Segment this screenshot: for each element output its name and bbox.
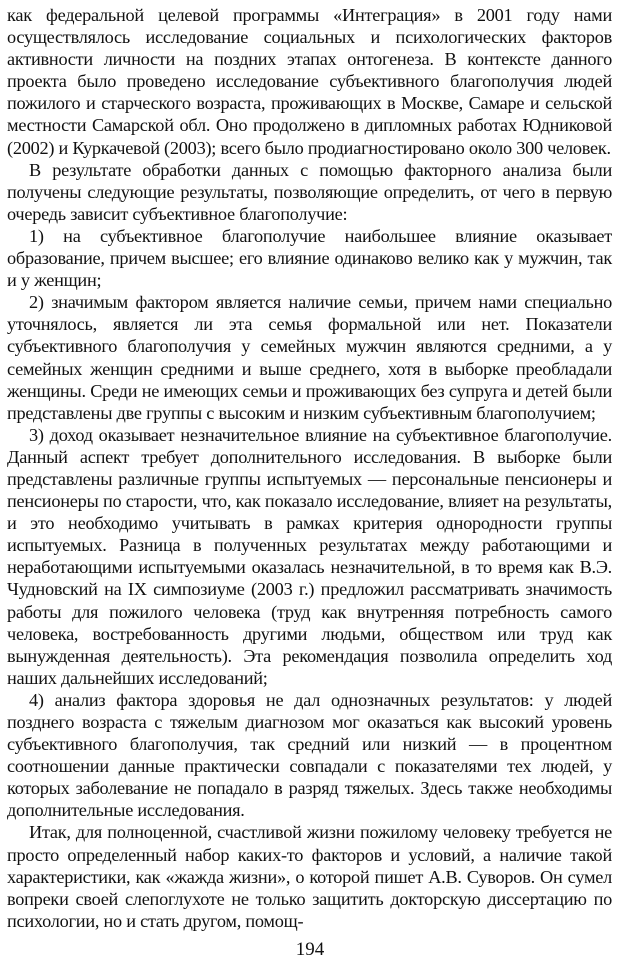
paragraph-4: 2) значимым фактором является наличие семьи, причем нами специально уточнялось, является ли эта семья формальной или нет. Показатели субъективного благополучия у семейных мужчин являются средними, а у семейных женщин средними и выше среднего, хотя в выборке преобладали женщины. Среди не имеющих семьи и проживающих без супруга и детей были представлены две группы с высоким и низким субъективным благополучием;	[7, 292, 612, 423]
paragraph-5: 3) доход оказывает незначительное влияние на субъективное благополучие. Данный аспект требует дополнительного исследования. В выборке были представлены различные группы испытуемых — персональные пенсионеры и пенсионеры по старости, что, как показало исследование, влияет на результаты, и это необходимо учитывать в рамках критерия однородности группы испытуемых. Разница в полученных результатах между работающими и неработающими испытуемыми оказалась незначительной, в то время как В.Э. Чудновский на IX симпозиуме (2003 г.) предложил рассматривать значимость работы для пожилого человека (труд как внутренняя потребность самого человека, востребованность другими людьми, обществом или труд как вынужденная деятельность). Эта рекомендация позволила определить ход наших дальнейших исследований;	[7, 424, 612, 688]
body-text	[7, 4, 612, 932]
paragraph-2: В результате обработки данных с помощью факторного анализа были получены следующие результаты, позволяющие определить, от чего в первую очередь зависит субъективное благополучие:	[7, 159, 612, 224]
page-number: 194	[295, 939, 325, 960]
paragraph-6: 4) анализ фактора здоровья не дал однозначных результатов: у людей позднего возраста с тяжелым диагнозом мог оказаться как высокий уровень субъективного благополучия, так средний или низкий — в процентном соотношении данные практически совпадали с показателями тех людей, у которых заболевание не попадало в разряд тяжелых. Здесь также необходимы дополнительные исследования.	[7, 689, 612, 821]
paragraph-3: 1) на субъективное благополучие наибольшее влияние оказывает образование, причем высшее; его влияние одинаково велико как у мужчин, так и у женщин;	[7, 225, 612, 291]
paragraph-1: как федеральной целевой программы «Интеграция» в 2001 году нами осуществлялось исследование социальных и психологических факторов активности личности на поздних этапах онтогенеза. В контексте данного проекта было проведено исследование субъективного благополучия людей пожилого и старческого возраста, проживающих в Москве, Самаре и сельской местности Самарской обл. Оно продолжено в дипломных работах Юдниковой (2002) и Куркачевой (2003); всего было продиагностировано около 300 человек.	[7, 5, 612, 158]
paragraph-7: Итак, для полноценной, счастливой жизни пожилому человеку требуется не просто определенный набор каких-то факторов и условий, а наличие такой характеристики, как «жажда жизни», о которой пишет А.В. Суворов. Он сумел вопреки своей слепоглухоте не только защитить докторскую диссертацию по психологии, но и стать другом, помощ-	[7, 822, 612, 931]
